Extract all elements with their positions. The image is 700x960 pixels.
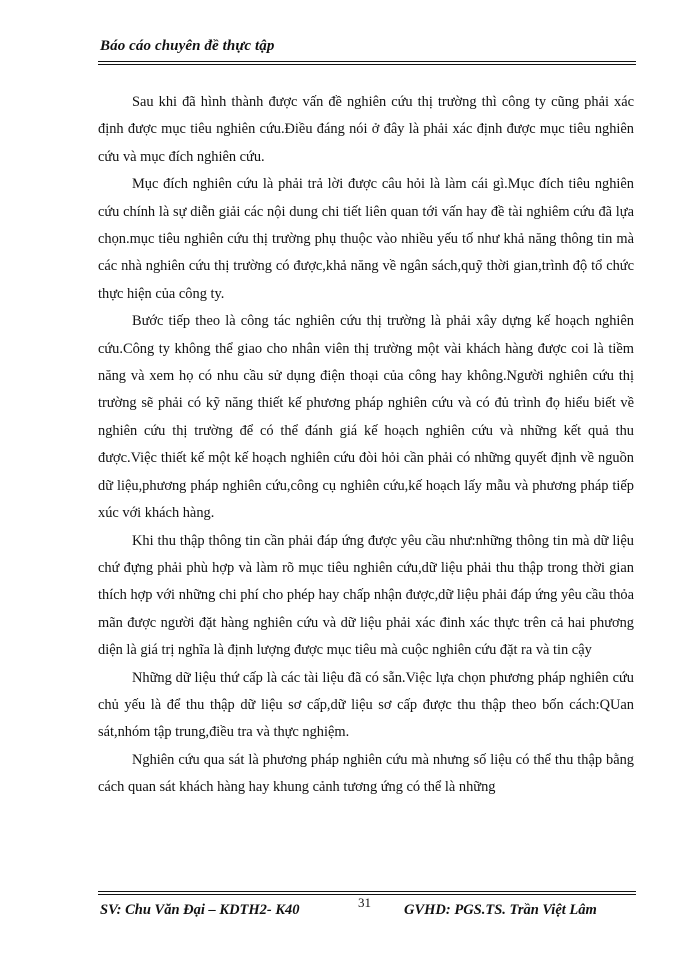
- paragraph-1: Sau khi đã hình thành được vấn đề nghiên cứu thị trường thì công ty cũng phải xác định được mục tiêu nghiên cứu.Điều đáng nói ở đây là phải xác định được mục tiêu nghiên cứu và mục đích nghiên cứu.: [98, 94, 634, 165]
- page-number: 31: [358, 895, 371, 910]
- report-header-title: Báo cáo chuyên đề thực tập: [100, 38, 275, 54]
- paragraph-4: Khi thu thập thông tin cần phải đáp ứng được yêu cầu như:những thông tin mà dữ liệu chứ đựng phải phù hợp và làm rõ mục tiêu nghiên cứu,dữ liệu phải thu thập trong thời gian thích hợp với những chi phí cho phép hay chấp nhận được,dữ liệu phải đáp ứng yêu cầu thỏa mãn được người đặt hàng nghiên cứu và dữ liệu phải xác đinh xác thực trên cả hai phương diện là giá trị nghĩa là định lượng được mục tiêu mà cuộc nghiên cứu đặt ra và tin cậy: [98, 532, 634, 659]
- report-body: [98, 89, 634, 802]
- paragraph-6: Nghiên cứu qua sát là phương pháp nghiên cứu mà nhưng số liệu có thể thu thập bằng cách quan sát khách hàng hay khung cảnh tương ứng có thể là những: [98, 751, 634, 796]
- footer-student: SV: Chu Văn Đại – KDTH2- K40: [100, 902, 300, 918]
- paragraph-3: Bước tiếp theo là công tác nghiên cứu thị trường là phải xây dựng kế hoạch nghiên cứu.Công ty không thể giao cho nhân viên thị trường một vài khách hàng được coi là tiềm năng và xem họ có nhu cầu sử dụng điện thoại của công hay không.Người nghiên cứu thị trường sẽ phải có kỹ năng thiết kế phương pháp nghiên cứu và có đủ trình đọ hiểu biết về nghiên cứu thị trường để có thể đánh giá kế hoạch nghiên cứu và những kết quả thu được.Việc thiết kế một kế hoạch nghiên cứu đòi hỏi cần phải có những quyết định về nguồn dữ liệu,phương pháp nghiên cứu,công cụ nghiên cứu,kế hoạch lấy mẫu và phương pháp tiếp xúc với khách hàng.: [98, 313, 634, 522]
- footer-advisor: GVHD: PGS.TS. Trần Việt Lâm: [404, 902, 597, 918]
- paragraph-5: Những dữ liệu thứ cấp là các tài liệu đã có sẵn.Việc lựa chọn phương pháp nghiên cứu chủ yếu là để thu thập dữ liệu sơ cấp,dữ liệu sơ cấp được thu thập theo bốn cách:QUan sát,nhóm tập trung,điều tra và thực nghiệm.: [98, 669, 634, 741]
- paragraph-2: Mục đích nghiên cứu là phải trả lời được câu hỏi là làm cái gì.Mục đích tiêu nghiên cứu chính là sự diễn giải các nội dung chi tiết liên quan tới vấn hay đề tài nghiêm cứu đã lựa chọn.mục tiêu nghiên cứu thị trường phụ thuộc vào nhiều yếu tố như khả năng thông tin mà các nhà nghiên cứu thị trường có được,khả năng về ngân sách,quỹ thời gian,trình độ tổ chức thực hiện của công ty.: [98, 176, 634, 302]
- header-divider: [98, 61, 636, 65]
